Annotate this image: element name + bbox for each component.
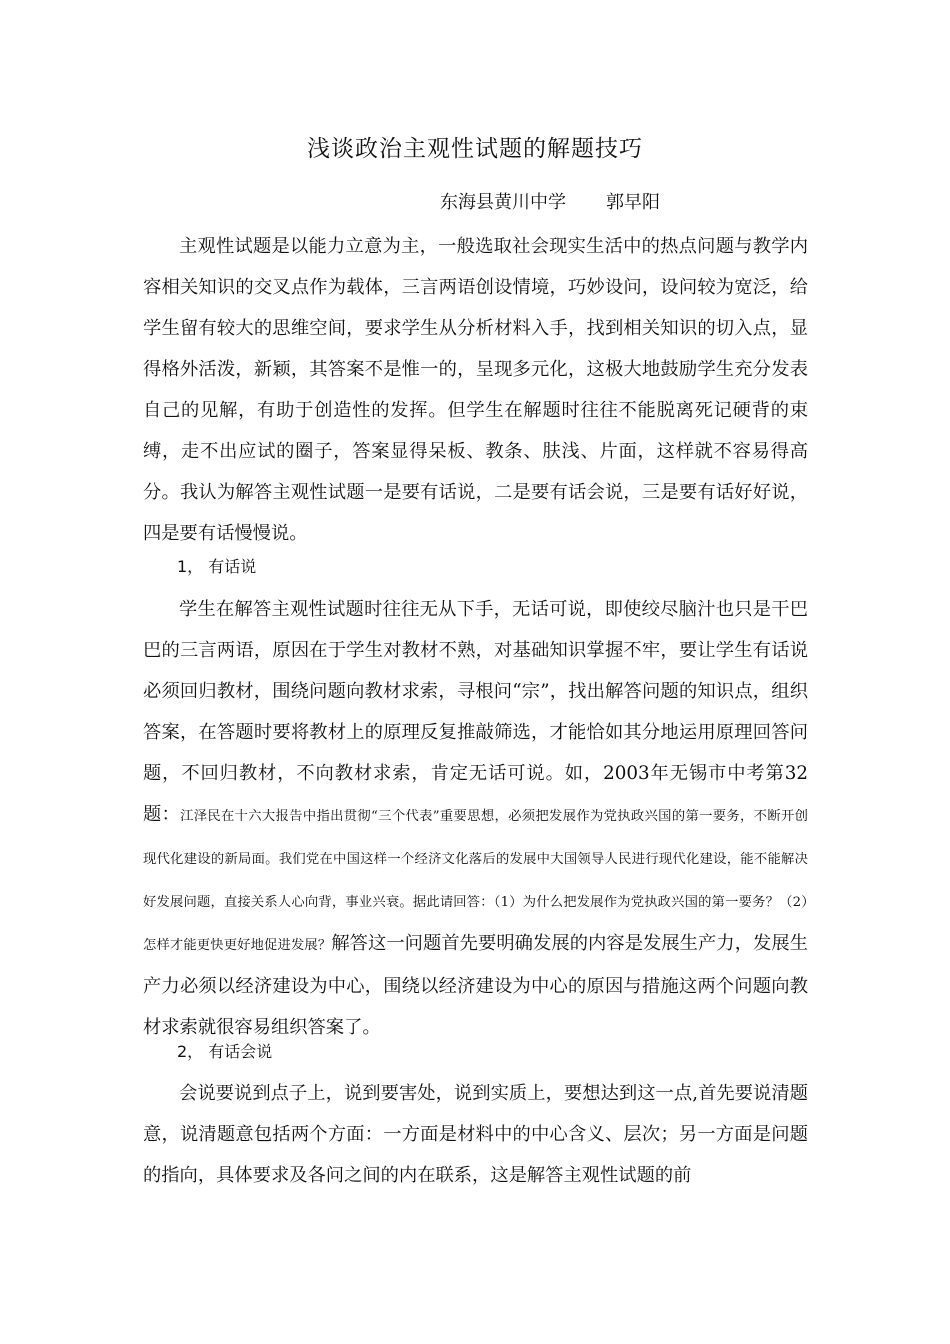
author-name: 郭早阳 — [606, 192, 660, 213]
section-1-paragraph — [143, 589, 808, 1048]
section-heading-1: 1， 有话说 — [177, 557, 257, 576]
document-title: 浅谈政治主观性试题的解题技巧 — [307, 136, 643, 162]
byline — [440, 189, 660, 217]
school-name: 东海县黄川中学 — [440, 192, 566, 213]
section-1-answer-text: 解答这一问题首先要明确发展的内容是发展生产力，发展生产力必须以经济建设为中心，围绕以经济建设为中心的原因与措施这两个问题向教材求索就很容易组织答案了。 — [143, 933, 809, 1038]
section-heading-2: 2， 有话会说 — [177, 1042, 273, 1061]
section-2-paragraph: 会说要说到点子上，说到要害处，说到实质上，要想达到这一点,首先要说清题意，说清题意包括两个方面：一方面是材料中的中心含义、层次；另一方面是问题的指向，具体要求及各问之间的内在联系，这是解答主观性试题的前 — [143, 1083, 808, 1186]
section-1-intro-text: 学生在解答主观性试题时往往无从下手，无话可说，即使绞尽脑汁也只是干巴巴的三言两语，原因在于学生对教材不熟，对基础知识掌握不牢，要让学生有话说必须回归教材，围绕问题向教材求索，寻根问“宗”，找出解答问题的知识点，组织答案，在答题时要将教材上的原理反复推敲筛选，才能恰如其分地运用原理回答问题，不回归教材，不向教材求索，肯定无话可说。如，2003年无锡市中考第32题： — [143, 599, 808, 825]
intro-paragraph: 主观性试题是以能力立意为主，一般选取社会现实生活中的热点问题与教学内容相关知识的交叉点作为载体，三言两语创设情境，巧妙设问，设问较为宽泛，给学生留有较大的思维空间，要求学生从分析材料入手，找到相关知识的切入点，显得格外活泼，新颖，其答案不是惟一的，呈现多元化，这极大地鼓励学生充分发表自己的见解，有助于创造性的发挥。但学生在解题时往往不能脱离死记硬背的束缚，走不出应试的圈子，答案显得呆板、教条、肤浅、片面，这样就不容易得高分。我认为解答主观性试题一是要有话说，二是要有话会说，三是要有话好好说，四是要有话慢慢说。 — [143, 236, 808, 544]
exam-question-quote: 江泽民在十六大报告中指出贯彻“三个代表”重要思想，必须把发展作为党执政兴国的第一要务，不断开创现代化建设的新局面。我们党在中国这样一个经济文化落后的发展中大国领导人民进行现代化建设，能不能解决好发展问题，直接关系人心向背，事业兴衰。据此请回答：（1）为什么把发展作为党执政兴国的第一要务？（2）怎样才能更快更好地促进发展？ — [143, 809, 809, 953]
